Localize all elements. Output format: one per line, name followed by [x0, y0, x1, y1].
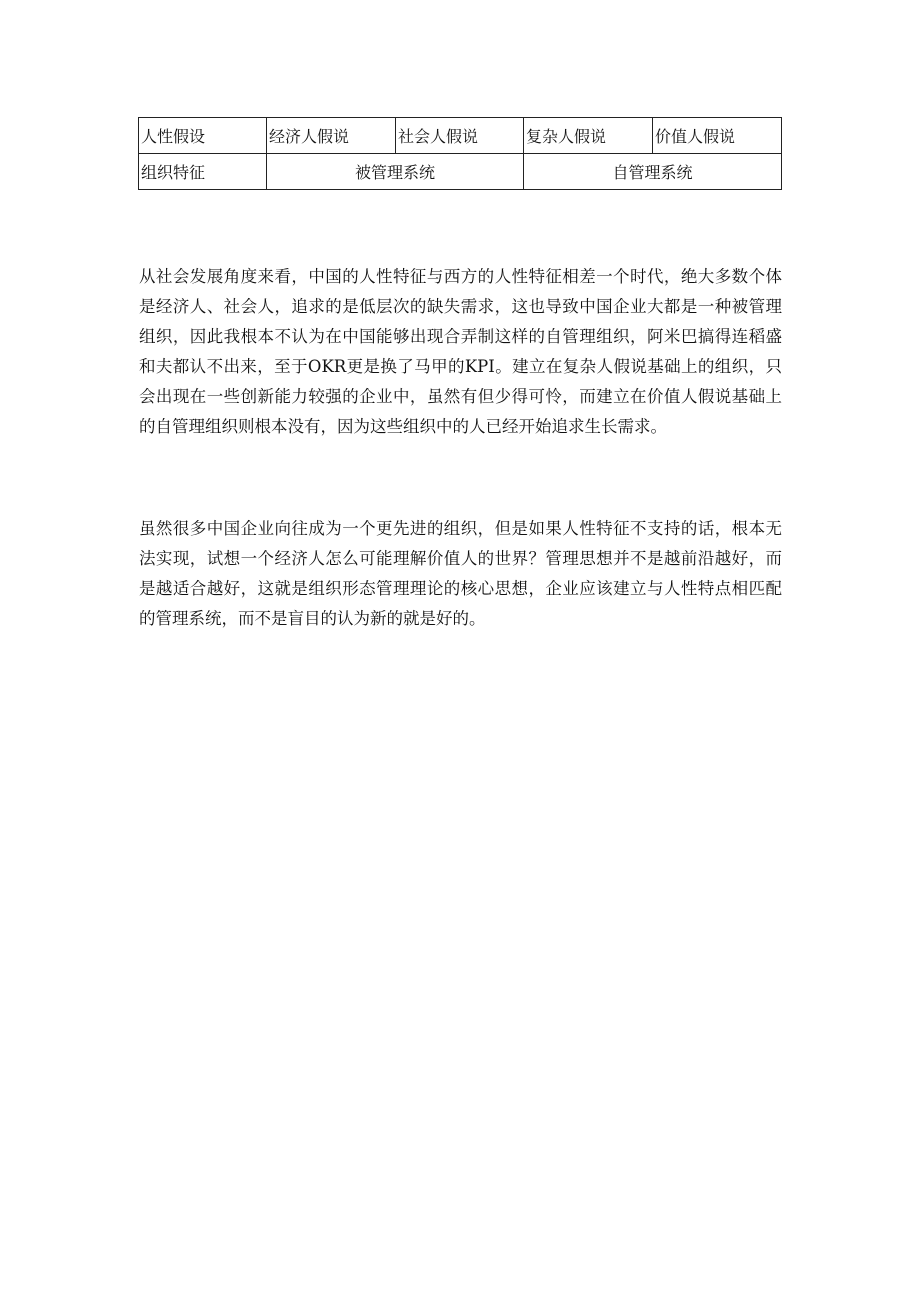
- table-cell-managed-system: 被管理系统: [267, 154, 524, 190]
- hypothesis-table: [138, 117, 782, 190]
- table-cell-self-managed-system: 自管理系统: [524, 154, 782, 190]
- table-row: [139, 154, 782, 190]
- paragraph: 从社会发展角度来看，中国的人性特征与西方的人性特征相差一个时代，绝大多数个体是经济人、社会人，追求的是低层次的缺失需求，这也导致中国企业大都是一种被管理组织，因此我根本不认为在中国能够出现合弄制这样的自管理组织，阿米巴搞得连稻盛和夫都认不出来，至于OKR更是换了马甲的KPI。建立在复杂人假说基础上的组织，只会出现在一些创新能力较强的企业中，虽然有但少得可怜，而建立在价值人假说基础上的自管理组织则根本没有，因为这些组织中的人已经开始追求生长需求。: [139, 267, 782, 436]
- paragraph: 虽然很多中国企业向往成为一个更先进的组织，但是如果人性特征不支持的话，根本无法实现，试想一个经济人怎么可能理解价值人的世界？管理思想并不是越前沿越好，而是越适合越好，这就是组织形态管理理论的核心思想，企业应该建立与人性特点相匹配的管理系统，而不是盲目的认为新的就是好的。: [139, 519, 782, 628]
- table-cell-economic-man: 经济人假说: [267, 118, 396, 154]
- table-cell-value-man: 价值人假说: [653, 118, 782, 154]
- table-cell-complex-man: 复杂人假说: [524, 118, 653, 154]
- table-row: [139, 118, 782, 154]
- table-cell-social-man: 社会人假说: [396, 118, 524, 154]
- table-cell-human-hypothesis-label: 人性假设: [139, 118, 267, 154]
- table-cell-org-feature-label: 组织特征: [139, 154, 267, 190]
